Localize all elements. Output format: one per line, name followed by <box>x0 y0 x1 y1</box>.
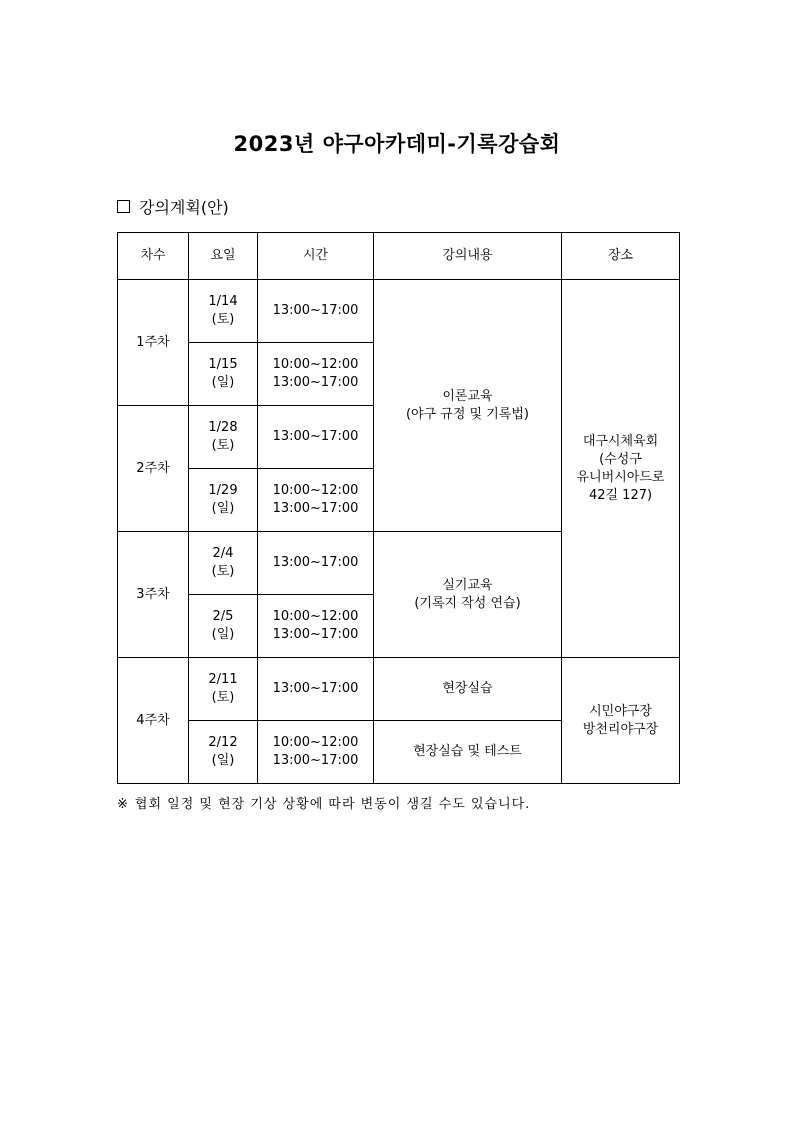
checkbox-square-icon <box>117 200 130 213</box>
document-title: 2023년 야구아카데미-기록강습회 <box>233 132 561 156</box>
section-heading <box>117 195 229 218</box>
place-cell-main <box>562 280 680 658</box>
weekday-text: (일) <box>211 627 235 642</box>
weekday-text: (토) <box>211 564 235 579</box>
date-text: 2/4 <box>212 546 234 561</box>
section-heading-label: 강의계획(안) <box>139 198 229 217</box>
time-cell <box>258 595 374 658</box>
time-text: 10:00~12:00 <box>272 609 359 624</box>
place-text: 방천리야구장 <box>582 721 659 737</box>
time-text: 13:00~17:00 <box>272 555 359 570</box>
time-cell <box>258 469 374 532</box>
weekday-text: (토) <box>211 438 235 453</box>
header-cell-time: 시간 <box>258 233 374 280</box>
week-cell: 1주차 <box>118 280 189 406</box>
time-text: 10:00~12:00 <box>272 483 359 498</box>
weekday-text: (토) <box>211 312 235 327</box>
weekday-text: (일) <box>211 753 235 768</box>
date-cell <box>189 469 258 532</box>
header-cell-round: 차수 <box>118 233 189 280</box>
content-subtext: (기록지 작성 연습) <box>414 595 521 611</box>
week-cell: 4주차 <box>118 658 189 784</box>
schedule-table <box>117 232 680 784</box>
time-text: 13:00~17:00 <box>272 681 359 696</box>
table-header-row <box>118 233 680 280</box>
footnote <box>117 793 530 812</box>
time-text: 13:00~17:00 <box>272 375 359 390</box>
place-text: 42길 127) <box>588 487 653 503</box>
time-text: 13:00~17:00 <box>272 429 359 444</box>
time-text: 13:00~17:00 <box>272 303 359 318</box>
time-text: 10:00~12:00 <box>272 735 359 750</box>
time-cell <box>258 280 374 343</box>
time-cell <box>258 406 374 469</box>
date-cell <box>189 343 258 406</box>
content-subtext: (야구 규정 및 기록법) <box>405 406 529 422</box>
date-cell <box>189 658 258 721</box>
header-cell-content: 강의내용 <box>374 233 562 280</box>
time-cell <box>258 721 374 784</box>
date-text: 2/11 <box>208 672 238 687</box>
time-text: 10:00~12:00 <box>272 357 359 372</box>
time-text: 13:00~17:00 <box>272 753 359 768</box>
time-text: 13:00~17:00 <box>272 627 359 642</box>
date-text: 1/15 <box>208 357 238 372</box>
date-text: 1/14 <box>208 294 238 309</box>
table-row <box>118 658 680 721</box>
date-cell <box>189 406 258 469</box>
date-cell <box>189 721 258 784</box>
time-cell <box>258 532 374 595</box>
time-cell <box>258 343 374 406</box>
weekday-text: (토) <box>211 690 235 705</box>
table-row <box>118 280 680 343</box>
header-cell-day: 요일 <box>189 233 258 280</box>
date-text: 2/12 <box>208 735 238 750</box>
date-text: 2/5 <box>212 609 234 624</box>
content-text: 실기교육 <box>442 577 493 593</box>
place-text: 유니버시아드로 <box>576 469 665 485</box>
reference-mark-icon: ※ <box>117 797 129 812</box>
date-text: 1/29 <box>208 483 238 498</box>
date-cell <box>189 532 258 595</box>
date-cell <box>189 595 258 658</box>
place-text: 시민야구장 <box>589 703 652 719</box>
footnote-text: 협회 일정 및 현장 기상 상황에 따라 변동이 생길 수도 있습니다. <box>134 797 531 812</box>
place-cell-stadium <box>562 658 680 784</box>
content-cell-practice <box>374 532 562 658</box>
time-cell <box>258 658 374 721</box>
weekday-text: (일) <box>211 501 235 516</box>
place-text: (수성구 <box>599 451 642 467</box>
date-text: 1/28 <box>208 420 238 435</box>
content-cell-theory <box>374 280 562 532</box>
date-cell <box>189 280 258 343</box>
time-text: 13:00~17:00 <box>272 501 359 516</box>
week-cell: 3주차 <box>118 532 189 658</box>
content-cell-field-test: 현장실습 및 테스트 <box>374 721 562 784</box>
place-text: 대구시체육회 <box>582 433 659 449</box>
header-cell-place: 장소 <box>562 233 680 280</box>
weekday-text: (일) <box>211 375 235 390</box>
week-cell: 2주차 <box>118 406 189 532</box>
content-text: 이론교육 <box>442 388 493 404</box>
content-cell-field: 현장실습 <box>374 658 562 721</box>
